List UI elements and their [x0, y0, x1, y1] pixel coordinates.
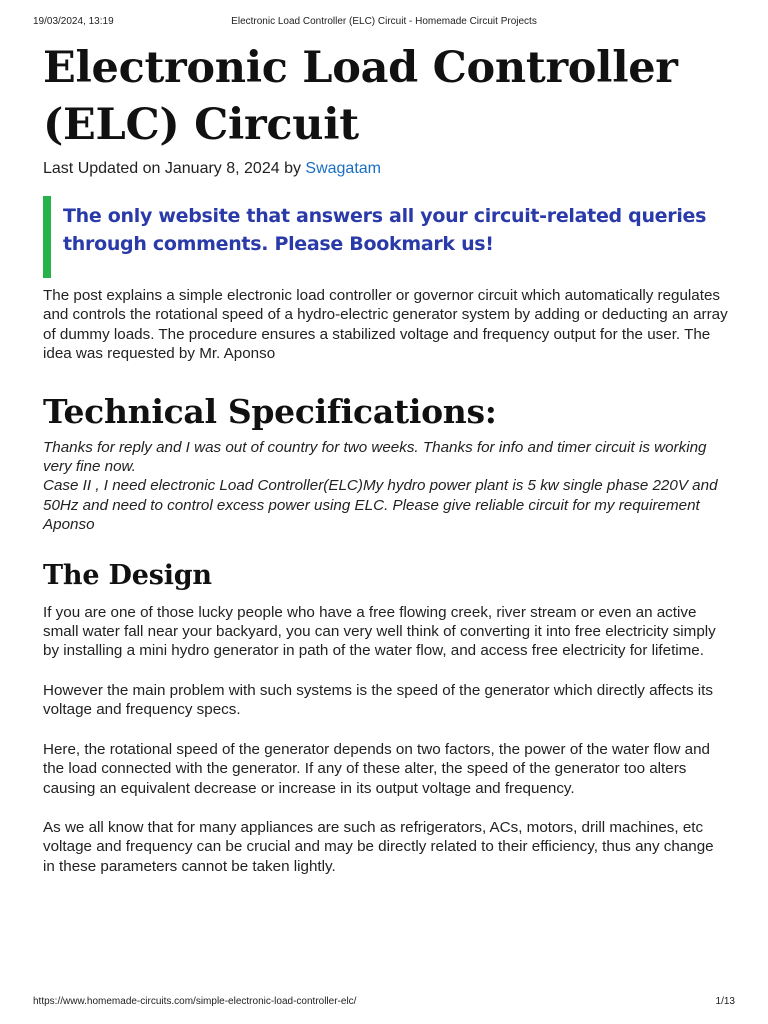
design-paragraph: As we all know that for many appliances are such as refrigerators, ACs, motors, drill machines, etc voltage and frequency can be crucial and may be directly related to their efficiency, thus any change in these parameters cannot be taken lightly.	[43, 818, 714, 875]
design-paragraph: If you are one of those lucky people who have a free flowing creek, river stream or even an active small water fall near your backyard, you can very well think of converting it into free electricity simply by installing a mini hydro generator in path of the water flow, and access free electricity for lifetime.	[43, 603, 716, 660]
intro-paragraph: The post explains a simple electronic load controller or governor circuit which automatically regulates and controls the rotational speed of a hydro-electric generator system by adding or deducting an array of dummy loads. The procedure ensures a stabilized voltage and frequency output for the user. The idea was requested by Mr. Aponso	[43, 287, 728, 363]
bookmark-banner: The only website that answers all your circuit-related queries through comments. Please Bookmark us!	[43, 196, 729, 278]
print-url: https://www.homemade-circuits.com/simple-electronic-load-controller-elc/	[33, 996, 357, 1007]
section-heading-design: The Design	[43, 559, 212, 591]
design-paragraph: Here, the rotational speed of the generator depends on two factors, the power of the water flow and the load connected with the generator. If any of these alter, the speed of the generator too alters causing an equivalent decrease or increase in its output voltage and frequency.	[43, 740, 710, 797]
quote-line: Thanks for reply and I was out of country for two weeks. Thanks for info and timer circuit is working very fine now.	[43, 438, 707, 476]
author-link[interactable]: Swagatam	[305, 160, 381, 177]
article	[43, 40, 729, 896]
design-paragraph: However the main problem with such systems is the speed of the generator which directly affects its voltage and frequency specs.	[43, 681, 713, 719]
print-page-number: 1/13	[715, 996, 735, 1007]
meta-updated-text: Last Updated on January 8, 2024 by	[43, 160, 306, 177]
quote-line: Case II , I need electronic Load Controller(ELC)My hydro power plant is 5 kw single phase 220V and 50Hz and need to control excess power using ELC. Please give reliable circuit for my requirement	[43, 477, 718, 514]
quote-signature: Aponso	[43, 516, 95, 534]
article-title: Electronic Load Controller (ELC) Circuit	[43, 43, 678, 150]
request-quote	[43, 438, 729, 535]
print-footer	[33, 996, 735, 1010]
print-header	[33, 16, 735, 30]
print-page-title: Electronic Load Controller (ELC) Circuit - Homemade Circuit Projects	[231, 16, 537, 27]
print-datetime: 19/03/2024, 13:19	[33, 16, 114, 27]
article-meta	[43, 160, 729, 178]
section-heading-technical-specifications: Technical Specifications:	[43, 391, 497, 431]
